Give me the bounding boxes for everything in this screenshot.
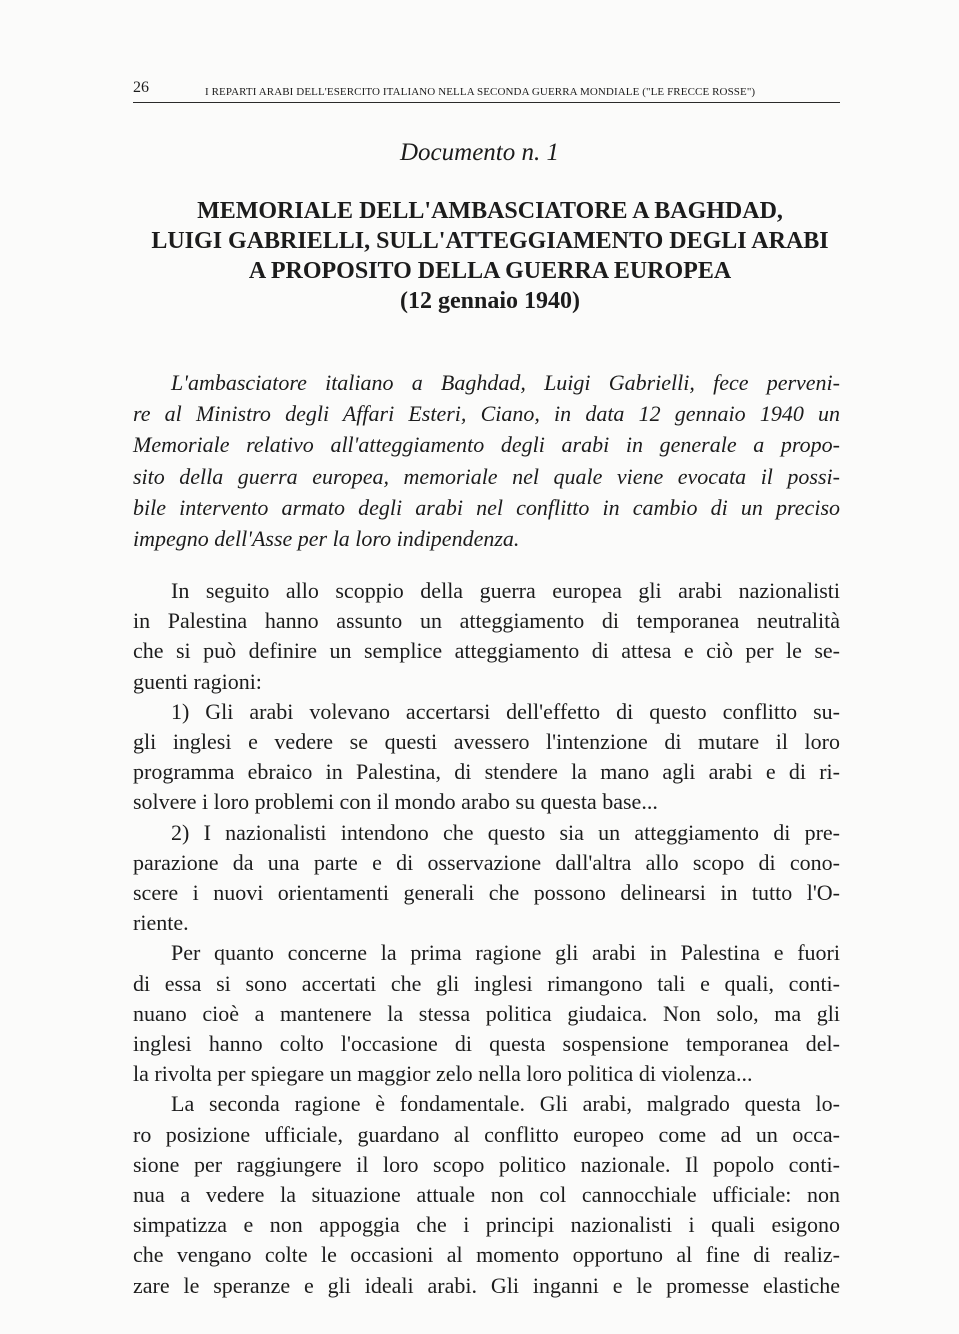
body-line: programma ebraico in Palestina, di stendere la mano agli arabi e di ri- — [133, 759, 840, 785]
body-line: zare le speranze e gli ideali arabi. Gli inganni e le promesse elastiche — [133, 1272, 840, 1298]
running-header — [133, 78, 840, 103]
body-line: inglesi hanno colto l'occasione di questa sospensione temporanea del- — [133, 1031, 840, 1057]
body-text — [133, 576, 840, 1301]
body-line: di essa si sono accertati che gli inglesi rimangono tali e quali, conti- — [133, 970, 840, 996]
body-line: guenti ragioni: — [133, 668, 262, 694]
body-line: parazione da una parte e di osservazione dall'altra allo scopo di cono- — [133, 849, 840, 875]
body-line: che vengano colte le occasioni al momento opportuno al fine di realiz- — [133, 1242, 840, 1268]
document-label: Documento n. 1 — [400, 139, 559, 166]
title-line: A PROPOSITO DELLA GUERRA EUROPEA — [248, 258, 732, 284]
body-line: nua a vedere la situazione attuale non col cannocchiale ufficiale: non — [133, 1182, 840, 1208]
body-line: 1) Gli arabi volevano accertarsi dell'effetto di questo conflitto su- — [171, 698, 840, 724]
body-line: nuano cioè a mantenere la stessa politica giudaica. Non solo, ma gli — [133, 1000, 840, 1026]
title-line: MEMORIALE DELL'AMBASCIATORE A BAGHDAD, — [197, 198, 783, 224]
body-line: che si può definire un semplice atteggiamento di attesa e ciò per le se- — [133, 638, 840, 664]
intro-line: sito della guerra europea, memoriale nel quale viene evocata il possi- — [133, 463, 840, 489]
body-line: ro posizione ufficiale, guardano al conflitto europeo come ad un occa- — [133, 1121, 840, 1147]
body-line: Per quanto concerne la prima ragione gli arabi in Palestina e fuori — [171, 940, 840, 966]
document-title — [100, 196, 880, 316]
intro-line: L'ambasciatore italiano a Baghdad, Luigi Gabrielli, fece perveni- — [171, 370, 840, 395]
intro-paragraph — [133, 367, 840, 554]
body-line: scere i nuovi orientamenti generali che possono delinearsi in tutto l'O- — [133, 880, 840, 906]
body-line: in Palestina hanno assunto un atteggiamento di temporanea neutralità — [133, 608, 840, 634]
intro-line: re al Ministro degli Affari Esteri, Ciano, in data 12 gennaio 1940 un — [133, 401, 840, 427]
body-line: La seconda ragione è fondamentale. Gli arabi, malgrado questa lo- — [171, 1091, 840, 1117]
intro-line: bile intervento armato degli arabi nel conflitto in cambio di un preciso — [133, 494, 840, 520]
body-line: la rivolta per spiegare un maggior zelo nella loro politica di violenza... — [133, 1061, 753, 1087]
page-number: 26 — [133, 79, 149, 96]
intro-line: impegno dell'Asse per la loro indipendenza. — [133, 526, 520, 552]
body-line: In seguito allo scoppio della guerra europea gli arabi nazionalisti — [171, 578, 840, 603]
running-title: I REPARTI ARABI DELL'ESERCITO ITALIANO NELLA SECONDA GUERRA MONDIALE ("LE FRECCE ROSSE") — [205, 86, 756, 98]
title-date: (12 gennaio 1940) — [400, 288, 580, 314]
intro-line: Memoriale relativo all'atteggiamento degli arabi in generale a propo- — [133, 432, 840, 458]
body-line: riente. — [133, 910, 189, 936]
body-line: simpatizza e non appoggia che i principi nazionalisti i quali esigono — [133, 1212, 840, 1238]
body-line: sione per raggiungere il loro scopo politico nazionale. Il popolo conti- — [133, 1151, 840, 1177]
body-line: gli inglesi e vedere se questi avessero l'intenzione di mutare il loro — [133, 729, 840, 755]
title-line: LUIGI GABRIELLI, SULL'ATTEGGIAMENTO DEGLI ARABI — [151, 228, 829, 254]
body-line: 2) I nazionalisti intendono che questo sia un atteggiamento di pre- — [171, 819, 840, 845]
body-line: solvere i loro problemi con il mondo arabo su questa base... — [133, 789, 658, 815]
